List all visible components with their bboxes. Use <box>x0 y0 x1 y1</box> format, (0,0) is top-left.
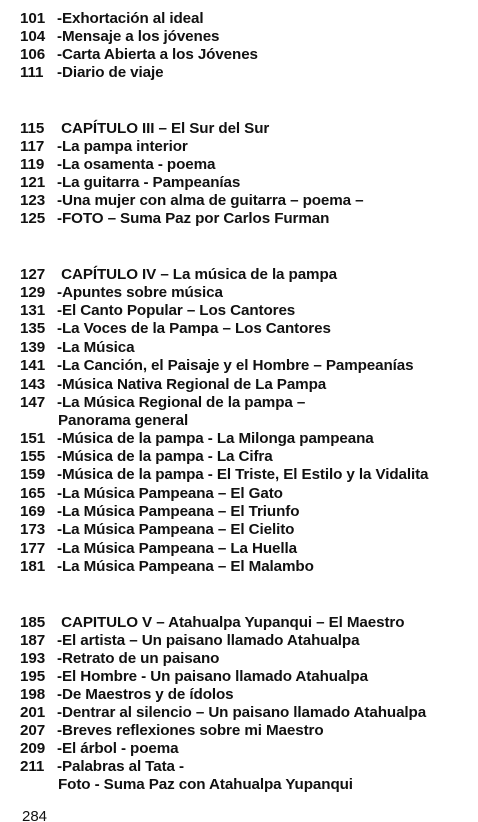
toc-title: -La Música Regional de la pampa – <box>57 394 306 411</box>
toc-page-number: 201 <box>20 704 46 721</box>
toc-page-number: 151 <box>20 430 46 447</box>
toc-title: -Retrato de un paisano <box>57 650 220 667</box>
toc-page-number: 211 <box>20 758 45 775</box>
toc-page-number: 101 <box>20 10 46 27</box>
toc-title: -El Canto Popular – Los Cantores <box>57 302 296 319</box>
toc-chapter-heading <box>20 120 269 138</box>
toc-entry <box>20 174 240 192</box>
toc-title: -La osamenta - poema <box>57 156 216 173</box>
toc-page-number: 195 <box>20 668 46 685</box>
toc-title: CAPÍTULO IV – La música de la pampa <box>57 266 337 283</box>
toc-page-number: 198 <box>20 686 46 703</box>
toc-entry <box>20 466 428 484</box>
toc-title: -Mensaje a los jóvenes <box>57 28 220 45</box>
toc-title: -Diario de viaje <box>57 64 164 81</box>
toc-title: -De Maestros y de ídolos <box>57 686 234 703</box>
toc-page-number: 117 <box>20 138 45 155</box>
toc-entry <box>20 138 188 156</box>
toc-entry <box>20 302 295 320</box>
toc-entry <box>20 686 234 704</box>
toc-page-number: 147 <box>20 394 46 411</box>
toc-title: -El artista – Un paisano llamado Atahualpa <box>57 632 360 649</box>
toc-title: -Apuntes sobre música <box>57 284 223 301</box>
toc-title: -Carta Abierta a los Jóvenes <box>57 46 258 63</box>
toc-title: -Música de la pampa - El Triste, El Estilo y la Vidalita <box>57 466 429 483</box>
toc-entry <box>20 210 329 228</box>
toc-page-number: 209 <box>20 740 46 757</box>
toc-entry <box>20 394 305 412</box>
toc-entry <box>20 320 331 338</box>
toc-entry <box>20 740 179 758</box>
toc-entry <box>20 485 283 503</box>
toc-title: -La Música <box>57 339 135 356</box>
toc-title: -El árbol - poema <box>57 740 179 757</box>
toc-title: CAPITULO V – Atahualpa Yupanqui – El Maestro <box>57 614 405 631</box>
toc-title: -La Canción, el Paisaje y el Hombre – Pampeanías <box>57 357 414 374</box>
toc-entry <box>20 28 219 46</box>
toc-title: -Dentrar al silencio – Un paisano llamado Atahualpa <box>57 704 427 721</box>
toc-page-number: 129 <box>20 284 46 301</box>
toc-entry <box>20 758 184 776</box>
toc-title: -La Música Pampeana – La Huella <box>57 540 297 557</box>
toc-entry <box>20 430 374 448</box>
toc-entry <box>20 668 368 686</box>
toc-entry <box>20 503 299 521</box>
toc-title: CAPÍTULO III – El Sur del Sur <box>57 120 270 137</box>
toc-page-number: 131 <box>20 302 46 319</box>
toc-page-number: 121 <box>20 174 46 191</box>
toc-entry <box>20 357 413 375</box>
toc-entry <box>20 64 163 82</box>
toc-title: -La Música Pampeana – El Malambo <box>57 558 314 575</box>
toc-page-number: 123 <box>20 192 46 209</box>
toc-entry <box>20 376 326 394</box>
toc-page-number: 106 <box>20 46 46 63</box>
toc-page-number: 141 <box>20 357 46 374</box>
toc-page-number: 139 <box>20 339 46 356</box>
toc-title: -Palabras al Tata - <box>57 758 184 775</box>
toc-entry-continuation: Foto - Suma Paz con Atahualpa Yupanqui <box>58 776 353 793</box>
toc-page-number: 143 <box>20 376 46 393</box>
toc-page-number: 185 <box>20 614 46 631</box>
toc-entry <box>20 339 135 357</box>
toc-title: -Breves reflexiones sobre mi Maestro <box>57 722 324 739</box>
toc-title: -El Hombre - Un paisano llamado Atahualpa <box>57 668 368 685</box>
toc-page-number: 193 <box>20 650 46 667</box>
page-number: 284 <box>22 808 48 822</box>
toc-page-number: 169 <box>20 503 46 520</box>
toc-page-number: 115 <box>20 120 45 137</box>
toc-title: -Música Nativa Regional de La Pampa <box>57 376 327 393</box>
toc-page-number: 125 <box>20 210 46 227</box>
toc-title: -Una mujer con alma de guitarra – poema – <box>57 192 364 209</box>
toc-entry <box>20 558 314 576</box>
toc-entry <box>20 156 215 174</box>
toc-title: -FOTO – Suma Paz por Carlos Furman <box>57 210 330 227</box>
toc-entry <box>20 10 203 28</box>
toc-chapter-heading <box>20 266 337 284</box>
toc-page-number: 181 <box>20 558 46 575</box>
toc-title: -La guitarra - Pampeanías <box>57 174 241 191</box>
toc-title: -Música de la pampa - La Milonga pampeana <box>57 430 374 447</box>
toc-page-number: 127 <box>20 266 46 283</box>
toc-entry <box>20 192 364 210</box>
toc-entry <box>20 521 294 539</box>
toc-title: -Exhortación al ideal <box>57 10 204 27</box>
toc-entry <box>20 632 359 650</box>
toc-entry <box>20 540 297 558</box>
toc-entry <box>20 722 324 740</box>
toc-title: -La Música Pampeana – El Cielito <box>57 521 295 538</box>
toc-page-number: 135 <box>20 320 46 337</box>
toc-page-number: 177 <box>20 540 46 557</box>
toc-page-number: 111 <box>20 64 44 81</box>
toc-page-number: 207 <box>20 722 46 739</box>
toc-title: -La Música Pampeana – El Triunfo <box>57 503 300 520</box>
toc-page-number: 104 <box>20 28 46 45</box>
toc-entry <box>20 46 258 64</box>
toc-title: -La Voces de la Pampa – Los Cantores <box>57 320 331 337</box>
toc-page-number: 165 <box>20 485 46 502</box>
toc-entry <box>20 284 223 302</box>
toc-page-number: 159 <box>20 466 46 483</box>
toc-entry <box>20 448 273 466</box>
toc-title: -La Música Pampeana – El Gato <box>57 485 283 502</box>
toc-chapter-heading <box>20 614 404 632</box>
toc-page-number: 119 <box>20 156 45 173</box>
toc-entry-continuation: Panorama general <box>58 412 189 429</box>
toc-title: -La pampa interior <box>57 138 188 155</box>
toc-page-number: 187 <box>20 632 46 649</box>
toc-entry <box>20 704 426 722</box>
toc-entry <box>20 650 219 668</box>
toc-page-number: 173 <box>20 521 46 538</box>
toc-page-number: 155 <box>20 448 46 465</box>
toc-title: -Música de la pampa - La Cifra <box>57 448 273 465</box>
